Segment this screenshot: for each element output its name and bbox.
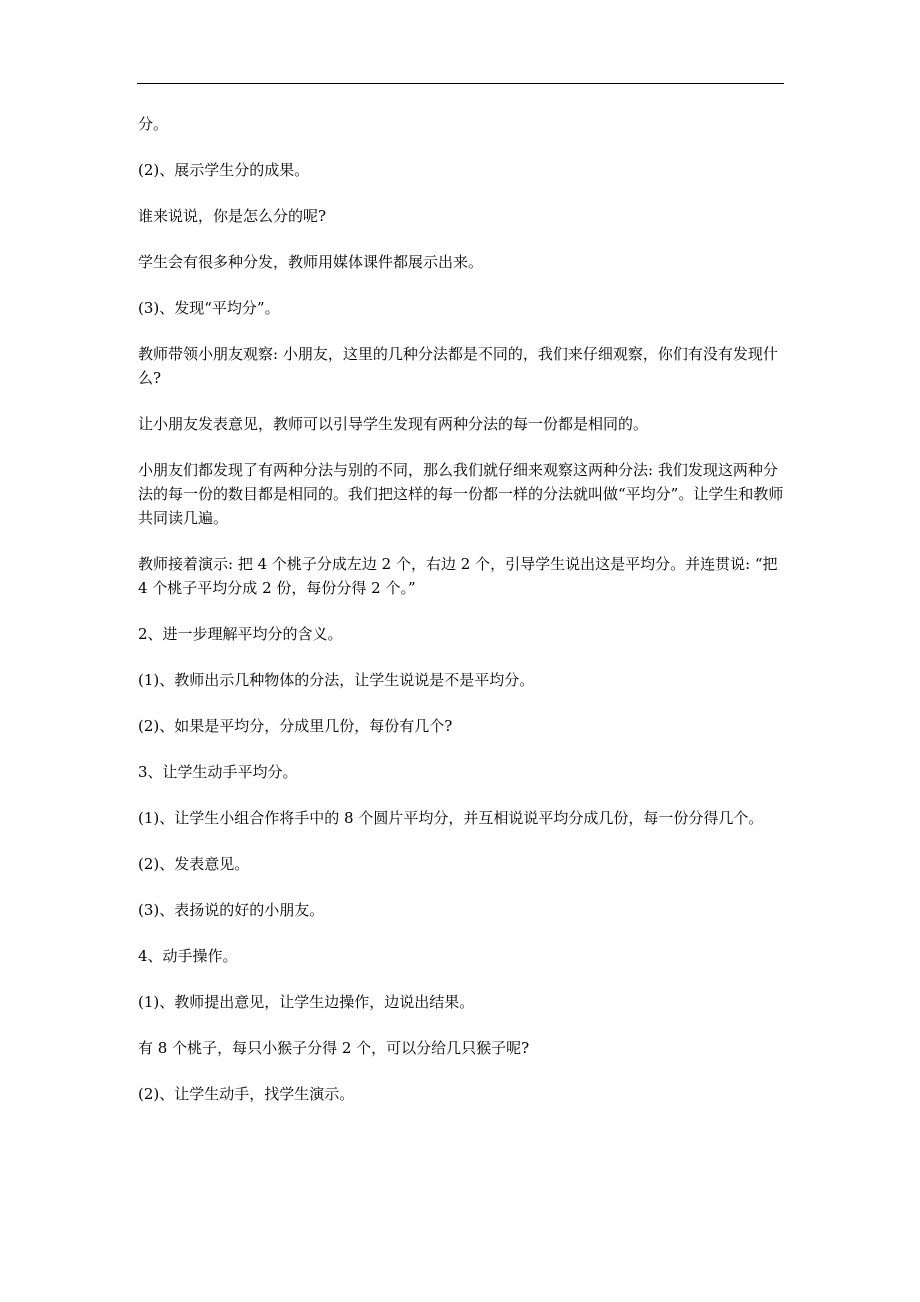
paragraph: 谁来说说，你是怎么分的呢? <box>138 207 327 225</box>
header-rule <box>137 83 784 84</box>
paragraph: 分。 <box>138 115 169 133</box>
paragraph: (1)、教师出示几种物体的分法，让学生说说是不是平均分。 <box>138 671 535 689</box>
paragraph: 3、让学生动手平均分。 <box>138 763 298 781</box>
paragraph: (3)、表扬说的好的小朋友。 <box>138 901 325 919</box>
paragraph: 4、动手操作。 <box>138 947 238 965</box>
paragraph: 小朋友们都发现了有两种分法与别的不同，那么我们就仔细来观察这两种分法: 我们发现这两种分法的每一份的数目都是相同的。我们把这样的每一份都一样的分法就叫做“平均分”。让学生和教师共同读几遍。 <box>138 461 784 527</box>
paragraph: 让小朋友发表意见，教师可以引导学生发现有两种分法的每一份都是相同的。 <box>138 415 649 433</box>
paragraph: 学生会有很多种分发，教师用媒体课件都展示出来。 <box>138 253 484 271</box>
paragraph: (3)、发现“平均分”。 <box>138 299 280 317</box>
document-body <box>138 112 788 1128</box>
paragraph: 2、进一步理解平均分的含义。 <box>138 625 343 643</box>
paragraph: (2)、展示学生分的成果。 <box>138 161 310 179</box>
paragraph: (2)、让学生动手，找学生演示。 <box>138 1085 355 1103</box>
paragraph: (2)、如果是平均分，分成里几份，每份有几个? <box>138 717 453 735</box>
paragraph: 教师带领小朋友观察: 小朋友，这里的几种分法都是不同的，我们来仔细观察，你们有没有发现什么? <box>138 345 778 387</box>
paragraph: (2)、发表意见。 <box>138 855 250 873</box>
paragraph: (1)、让学生小组合作将手中的 8 个圆片平均分，并互相说说平均分成几份，每一份分得几个。 <box>138 809 764 827</box>
paragraph: 有 8 个桃子，每只小猴子分得 2 个，可以分给几只猴子呢? <box>138 1039 530 1057</box>
paragraph: (1)、教师提出意见，让学生边操作，边说出结果。 <box>138 993 475 1011</box>
paragraph: 教师接着演示: 把 4 个桃子分成左边 2 个，右边 2 个，引导学生说出这是平均分。并连贯说: “把 4 个桃子平均分成 2 份，每份分得 2 个。” <box>138 555 778 597</box>
